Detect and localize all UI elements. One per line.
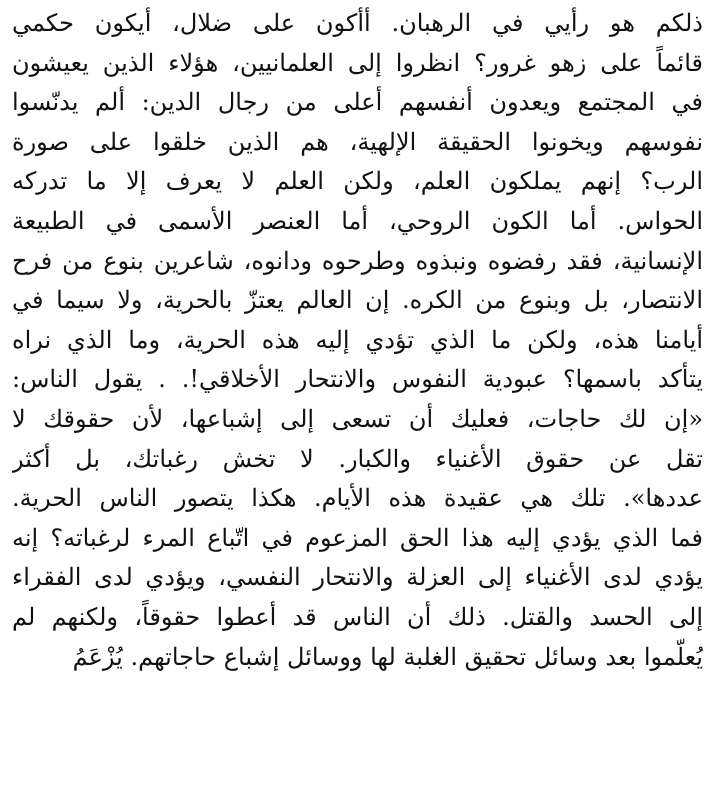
text-line-17: يُعلّموا بعد وسائل تحقيق الغلبة لها ووسائل إشباع حاجاتهم. يُزْعَمُ xyxy=(72,642,703,671)
text-line-9: أيامنا هذه، ولكن ما الذي تؤدي إليه هذه الحرية، وما الذي نراه xyxy=(12,325,703,354)
text-line-12: تقل عن حقوق الأغنياء والكبار. لا تخش رغباتك، بل أكثر xyxy=(12,444,703,473)
text-line-15: يؤدي لدى الأغنياء إلى العزلة والانتحار النفسي، ويؤدي لدى الفقراء xyxy=(12,563,703,592)
text-line-11: «إن لك حاجات، فعليك أن تسعى إلى إشباعها، لأن حقوقك لا xyxy=(12,404,703,433)
text-line-2: قائماً على زهو غرور؟ انظروا إلى العلمانيين، هؤلاء الذين يعيشون xyxy=(12,48,703,77)
text-line-1: ذلكم هو رأيي في الرهبان. أأكون على ضلال، أيكون حكمي xyxy=(12,9,703,37)
body-text xyxy=(12,4,703,677)
text-line-14: فما الذي يؤدي إليه هذا الحق المزعوم في اتّباع المرء لرغباته؟ إنه xyxy=(12,523,703,552)
text-line-8: الانتصار، بل وبنوع من الكره. إن العالم يعتزّ بالحرية، ولا سيما في xyxy=(12,286,703,315)
text-line-16: إلى الحسد والقتل. ذلك أن الناس قد أعطوا حقوقاً، ولكنهم لم xyxy=(12,602,703,631)
text-line-4: نفوسهم ويخونوا الحقيقة الإلهية، هم الذين خلقوا على صورة xyxy=(12,127,703,156)
text-line-6: الحواس. أما الكون الروحي، أما العنصر الأسمى في الطبيعة xyxy=(12,206,703,235)
text-line-7: الإنسانية، فقد رفضوه ونبذوه وطرحوه ودانوه، شاعرين بنوع من فرح xyxy=(12,246,703,275)
text-line-13: عددها». تلك هي عقيدة هذه الأيام. هكذا يتصور الناس الحرية. xyxy=(12,484,703,513)
text-line-10: يتأكد باسمها؟ عبودية النفوس والانتحار الأخلاقي!. . يقول الناس: xyxy=(12,365,703,394)
text-line-3: في المجتمع ويعدون أنفسهم أعلى من رجال الدين: ألم يدنّسوا xyxy=(12,88,703,117)
text-line-5: الرب؟ إنهم يملكون العلم، ولكن العلم لا يعرف إلا ما تدركه xyxy=(12,167,703,196)
